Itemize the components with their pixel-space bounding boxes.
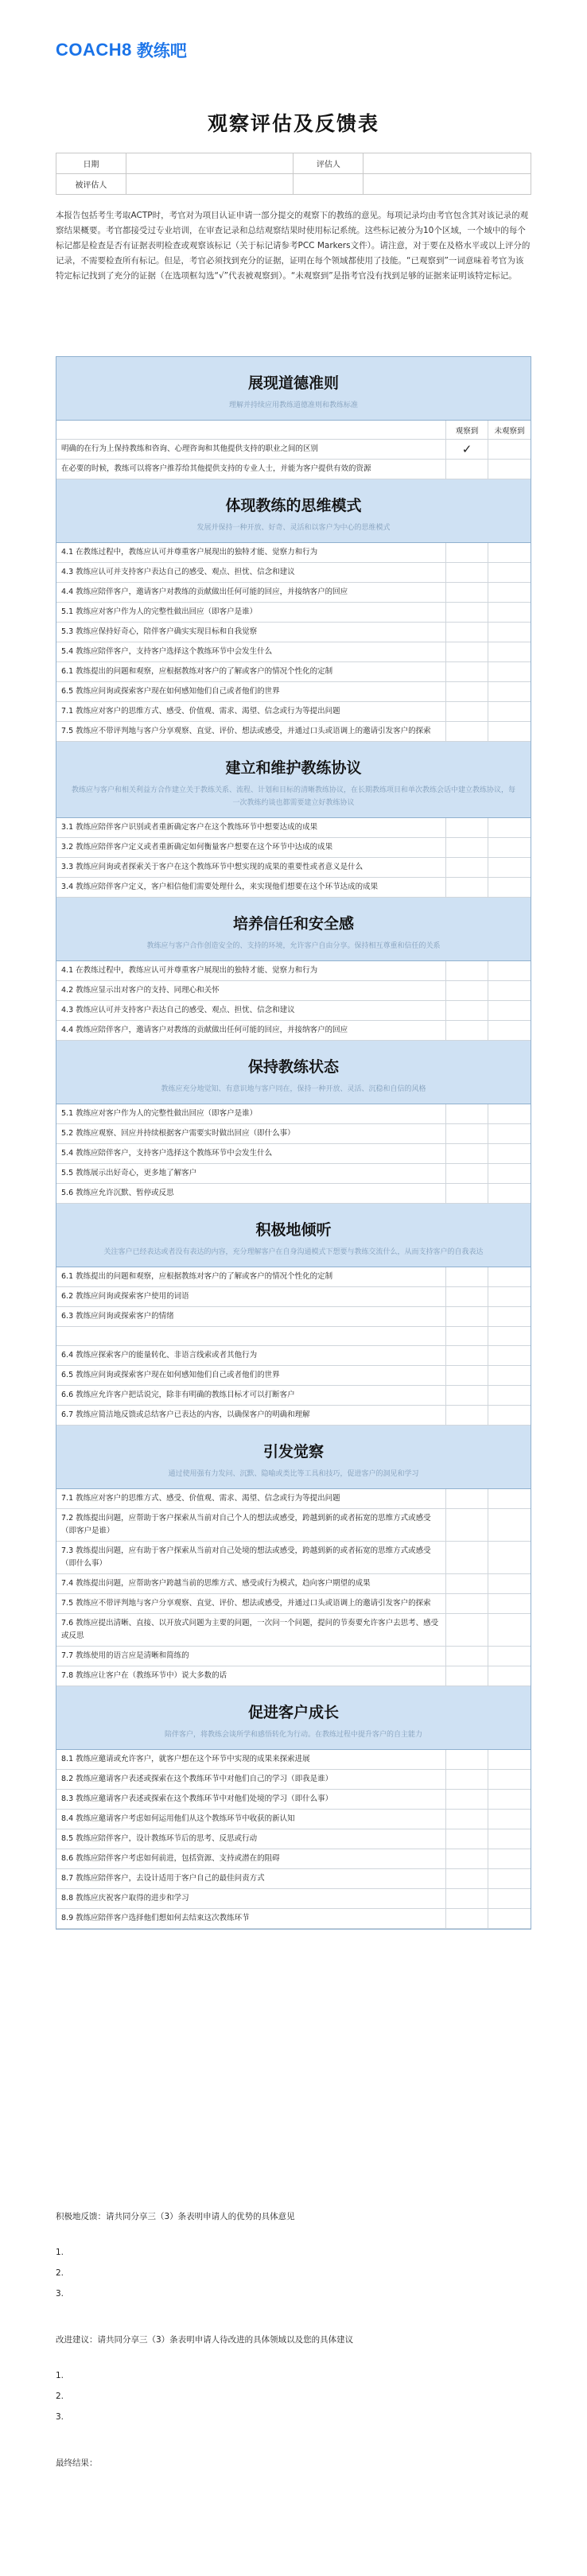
marker-row (56, 878, 531, 898)
marker-row (56, 1829, 531, 1849)
marker-row (56, 1406, 531, 1426)
section-header (56, 1686, 531, 1750)
logo-brand-cn-text: 教练吧 (136, 41, 187, 60)
not-observed-checkbox[interactable] (488, 1849, 531, 1868)
improvement-item-1[interactable]: 1. (56, 2371, 64, 2380)
not-observed-checkbox[interactable] (488, 1164, 531, 1183)
marker-text: 6.4 教练应探索客户的能量转化、非语言线索或者其他行为 (56, 1346, 446, 1365)
section-description: 通过使用强有力发问、沉默、隐喻或类比等工具和技巧，促进客户的洞见和学习 (168, 1470, 419, 1478)
not-observed-checkbox[interactable] (488, 1790, 531, 1809)
marker-text (56, 1327, 446, 1345)
marker-text: 7.5 教练应不带评判地与客户分享观察、直觉、评价、想法或感受，并通过口头或语调上的邀请引发客户的探索 (56, 1594, 446, 1613)
empty-label-cell (294, 174, 363, 195)
marker-text: 8.9 教练应陪伴客户选择他们想如何去结束这次教练环节 (56, 1909, 446, 1928)
not-observed-checkbox[interactable] (488, 1124, 531, 1143)
marker-row (56, 1327, 531, 1346)
observed-checkbox[interactable] (446, 1542, 488, 1573)
improvement-question: 改进建议：请共同分享三（3）条表明申请人待改进的具体领域以及您的具体建议 (56, 2335, 354, 2345)
marker-row (56, 1889, 531, 1909)
brand-logo (56, 38, 187, 62)
observed-checkbox[interactable] (446, 1001, 488, 1020)
marker-text: 8.8 教练应庆祝客户取得的进步和学习 (56, 1889, 446, 1908)
marker-text: 5.1 教练应对客户作为人的完整性做出回应（即客户是谁） (56, 603, 446, 622)
marker-row (56, 1346, 531, 1366)
marker-row (56, 818, 531, 838)
not-observed-checkbox[interactable] (488, 1614, 531, 1646)
not-observed-checkbox[interactable] (488, 1489, 531, 1508)
observed-checkbox[interactable] (446, 1614, 488, 1646)
not-observed-checkbox[interactable] (488, 1021, 531, 1040)
observed-checkbox[interactable] (446, 1849, 488, 1868)
marker-row (56, 1489, 531, 1509)
not-observed-checkbox[interactable] (488, 878, 531, 897)
marker-text: 6.1 教练提出的问题和观察，应根据教练对客户的了解或客户的情况个性化的定制 (56, 1267, 446, 1286)
marker-row (56, 1542, 531, 1574)
marker-text: 7.1 教练应对客户的思维方式、感受、价值观、需求、渴望、信念或行为等提出问题 (56, 1489, 446, 1508)
not-observed-checkbox[interactable] (488, 543, 531, 562)
not-observed-checkbox[interactable] (488, 1869, 531, 1888)
date-label: 日期 (56, 153, 126, 174)
section-description: 理解并持续应用教练道德准则和教练标准 (228, 402, 358, 409)
marker-text: 8.7 教练应陪伴客户，去设计适用于客户自己的最佳问责方式 (56, 1869, 446, 1888)
section-title: 引发觉察 (262, 1443, 324, 1461)
section-header (56, 742, 531, 818)
observed-checkbox[interactable] (446, 1346, 488, 1365)
not-observed-checkbox[interactable] (488, 1287, 531, 1306)
observed-checkbox[interactable] (446, 1124, 488, 1143)
marker-text: 6.2 教练应问询或探索客户使用的词语 (56, 1287, 446, 1306)
marker-text: 7.3 教练提出问题，应有助于客户探索从当前对自己处境的想法或感受，跨越到新的或者拓宽的思维方式或感受（即什么事） (56, 1542, 446, 1573)
improvement-item-2[interactable]: 2. (56, 2392, 64, 2401)
not-observed-checkbox[interactable] (488, 1184, 531, 1203)
observed-checkbox[interactable] (446, 838, 488, 857)
section-header (56, 1204, 531, 1267)
feedback-section (56, 2210, 531, 2494)
observed-checkbox[interactable] (446, 1770, 488, 1789)
marker-text: 8.4 教练应邀请客户考虑如何运用他们从这个教练环节中收获的新认知 (56, 1810, 446, 1829)
marker-row (56, 961, 531, 981)
not-observed-checkbox[interactable] (488, 858, 531, 877)
marker-row (56, 642, 531, 662)
section-header (56, 479, 531, 543)
marker-text: 5.3 教练应保持好奇心，陪伴客户确实实现目标和自我觉察 (56, 623, 446, 642)
marker-row (56, 1750, 531, 1770)
observed-checkbox[interactable] (446, 460, 488, 479)
improvement-item-3[interactable]: 3. (56, 2412, 64, 2422)
observed-checkbox[interactable] (446, 1869, 488, 1888)
marker-row (56, 440, 531, 460)
marker-text: 5.1 教练应对客户作为人的完整性做出回应（即客户是谁） (56, 1104, 446, 1123)
observed-checkbox[interactable] (446, 858, 488, 877)
not-observed-checkbox[interactable] (488, 1647, 531, 1666)
not-observed-checkbox[interactable] (488, 563, 531, 582)
marker-row (56, 1124, 531, 1144)
marker-text: 7.7 教练使用的语言应是清晰和简练的 (56, 1647, 446, 1666)
marker-row (56, 702, 531, 722)
observed-checkbox[interactable] (446, 1366, 488, 1385)
evaluated-label: 被评估人 (56, 174, 126, 195)
observed-checkbox[interactable] (446, 1909, 488, 1928)
not-observed-checkbox[interactable] (488, 838, 531, 857)
date-field[interactable] (126, 153, 294, 174)
not-observed-checkbox[interactable] (488, 623, 531, 642)
observed-checkbox[interactable] (446, 1594, 488, 1613)
not-observed-checkbox[interactable] (488, 961, 531, 980)
not-observed-checkbox[interactable] (488, 1327, 531, 1345)
column-not-observed-header: 未观察到 (494, 426, 525, 436)
observed-checkbox[interactable] (446, 981, 488, 1000)
marker-text: 5.2 教练应观察、回应并持续根据客户需要实时做出回应（即什么事） (56, 1124, 446, 1143)
column-observed-header: 观察到 (446, 421, 488, 439)
observed-checkbox[interactable] (446, 1647, 488, 1666)
marker-row (56, 1287, 531, 1307)
not-observed-checkbox[interactable] (488, 1594, 531, 1613)
not-observed-checkbox[interactable] (488, 1307, 531, 1326)
marker-text: 3.3 教练应问询或者探索关于客户在这个教练环节中想实现的成果的重要性或者意义是什么 (56, 858, 446, 877)
not-observed-checkbox[interactable] (488, 1406, 531, 1425)
marker-text: 6.6 教练应允许客户把话说完，除非有明确的教练目标才可以打断客户 (56, 1386, 446, 1405)
marker-row (56, 1104, 531, 1124)
marker-row (56, 623, 531, 642)
not-observed-checkbox[interactable] (488, 1267, 531, 1286)
not-observed-checkbox[interactable] (488, 1889, 531, 1908)
not-observed-checkbox[interactable] (488, 1770, 531, 1789)
not-observed-checkbox[interactable] (488, 1366, 531, 1385)
observed-checkbox[interactable] (446, 543, 488, 562)
positive-item-3[interactable]: 3. (56, 2289, 64, 2299)
not-observed-checkbox[interactable] (488, 1810, 531, 1829)
marker-text: 4.1 在教练过程中，教练应认可并尊重客户展现出的独特才能、觉察力和行为 (56, 543, 446, 562)
not-observed-checkbox[interactable] (488, 682, 531, 701)
observed-checkbox[interactable] (446, 623, 488, 642)
observed-checkbox[interactable] (446, 1666, 488, 1686)
marker-row (56, 1810, 531, 1829)
observed-checkbox[interactable] (446, 1144, 488, 1163)
observed-checkbox[interactable] (446, 1406, 488, 1425)
column-header-row (56, 421, 531, 440)
positive-item-2[interactable]: 2. (56, 2268, 64, 2278)
observed-checkbox[interactable] (446, 1327, 488, 1345)
marker-text: 8.5 教练应陪伴客户，设计教练环节后的思考、反思或行动 (56, 1829, 446, 1849)
not-observed-checkbox[interactable] (488, 818, 531, 837)
not-observed-checkbox[interactable] (488, 1666, 531, 1686)
not-observed-checkbox[interactable] (488, 583, 531, 602)
observed-checkbox[interactable] (446, 1307, 488, 1326)
marker-row (56, 1184, 531, 1204)
marker-row (56, 1909, 531, 1929)
marker-text: 6.3 教练应问询或探索客户的情绪 (56, 1307, 446, 1326)
marker-text: 7.1 教练应对客户的思维方式、感受、价值观、需求、渴望、信念或行为等提出问题 (56, 702, 446, 721)
marker-row (56, 981, 531, 1001)
marker-row (56, 858, 531, 878)
section-title: 积极地倾听 (255, 1221, 332, 1239)
marker-text: 5.5 教练展示出好奇心，更多地了解客户 (56, 1164, 446, 1183)
marker-text: 4.1 在教练过程中，教练应认可并尊重客户展现出的独特才能、觉察力和行为 (56, 961, 446, 980)
marker-row (56, 1144, 531, 1164)
rubric-table (56, 356, 531, 1930)
marker-row (56, 1574, 531, 1594)
marker-row (56, 1790, 531, 1810)
marker-row (56, 682, 531, 702)
not-observed-checkbox[interactable] (488, 642, 531, 661)
section-description: 教练应与客户和相关利益方合作建立关于教练关系、流程、计划和目标的清晰教练协议，在长期教练项目和单次教练会话中建立教练协议，每一次教练约谈也都需要建立好教练协议 (71, 786, 515, 807)
section-description: 陪伴客户，将教练会谈所学和感悟转化为行动。在教练过程中提升客户的自主能力 (164, 1731, 422, 1739)
marker-row (56, 1366, 531, 1386)
marker-text: 4.3 教练应认可并支持客户表达自己的感受、观点、担忧、信念和建议 (56, 1001, 446, 1020)
marker-row (56, 1267, 531, 1287)
observed-checkbox[interactable] (446, 563, 488, 582)
marker-text: 8.3 教练应邀请客户表述或探索在这个教练环节中对他们处境的学习（即什么事） (56, 1790, 446, 1809)
observed-checkbox[interactable] (446, 1810, 488, 1829)
not-observed-checkbox[interactable] (488, 662, 531, 681)
marker-text: 7.5 教练应不带评判地与客户分享观察、直觉、评价、想法或感受，并通过口头或语调上的邀请引发客户的探索 (56, 722, 446, 741)
marker-text: 4.4 教练应陪伴客户，邀请客户对教练的贡献做出任何可能的回应，并接纳客户的回应 (56, 1021, 446, 1040)
evaluator-label: 评估人 (294, 153, 363, 174)
marker-text: 7.6 教练应提出清晰、直接、以开放式问题为主要的问题，一次问一个问题，提问的节奏要允许客户去思考、感受或反思 (56, 1614, 446, 1646)
marker-row (56, 1647, 531, 1666)
info-table (56, 153, 531, 195)
not-observed-checkbox[interactable] (488, 1509, 531, 1541)
marker-text: 6.7 教练应简洁地反馈或总结客户已表达的内容，以确保客户的明确和理解 (56, 1406, 446, 1425)
marker-row (56, 1021, 531, 1041)
section-title: 体现教练的思维模式 (225, 497, 362, 514)
section-header (56, 898, 531, 961)
marker-row (56, 838, 531, 858)
marker-text: 3.1 教练应陪伴客户识别或者重新确定客户在这个教练环节中想要达成的成果 (56, 818, 446, 837)
marker-row (56, 583, 531, 603)
section-description: 关注客户已经表达或者没有表达的内容，充分理解客户在自身沟通模式下想要与教练交流什么，从而支持客户的自我表达 (103, 1248, 484, 1256)
section-title: 培养信任和安全感 (232, 915, 354, 933)
observed-checkbox[interactable] (446, 1489, 488, 1508)
observed-checkbox[interactable] (446, 1790, 488, 1809)
observed-checkbox[interactable] (446, 722, 488, 741)
not-observed-checkbox[interactable] (488, 1829, 531, 1849)
section-title: 促进客户成长 (247, 1704, 339, 1721)
observed-checkbox[interactable] (446, 1574, 488, 1593)
marker-text: 5.6 教练应允许沉默、暂停或反思 (56, 1184, 446, 1203)
not-observed-checkbox[interactable] (488, 1574, 531, 1593)
section-header (56, 1041, 531, 1104)
marker-row (56, 1001, 531, 1021)
column-header-blank (56, 421, 446, 439)
positive-item-1[interactable]: 1. (56, 2248, 64, 2257)
observed-checkbox[interactable] (446, 1104, 488, 1123)
evaluator-field[interactable] (363, 153, 531, 174)
marker-text: 5.4 教练应陪伴客户，支持客户选择这个教练环节中会发生什么 (56, 1144, 446, 1163)
marker-text: 明确的在行为上保持教练和咨询、心理咨询和其他提供支持的职业之间的区别 (56, 440, 446, 459)
not-observed-checkbox[interactable] (488, 440, 531, 459)
marker-row (56, 1386, 531, 1406)
not-observed-checkbox[interactable] (488, 1909, 531, 1928)
observed-checkbox[interactable]: ✓ (446, 440, 488, 459)
marker-text: 7.8 教练应让客户在（教练环节中）说大多数的话 (56, 1666, 446, 1686)
marker-text: 4.2 教练应显示出对客户的支持、同理心和关怀 (56, 981, 446, 1000)
section-header (56, 357, 531, 421)
marker-text: 7.2 教练提出问题，应帮助于客户探索从当前对自己个人的想法或感受，跨越到新的或者拓宽的思维方式或感受（即客户是谁） (56, 1509, 446, 1541)
observed-checkbox[interactable] (446, 682, 488, 701)
marker-text: 6.5 教练应问询或探索客户现在如何感知他们自己或者他们的世界 (56, 1366, 446, 1385)
not-observed-checkbox[interactable] (488, 1144, 531, 1163)
not-observed-checkbox[interactable] (488, 1104, 531, 1123)
observed-checkbox[interactable] (446, 642, 488, 661)
marker-text: 6.5 教练应问询或探索客户现在如何感知他们自己或者他们的世界 (56, 682, 446, 701)
observed-checkbox[interactable] (446, 878, 488, 897)
section-title: 建立和维护教练协议 (225, 759, 362, 777)
empty-value-cell (363, 174, 531, 195)
section-title: 展现道德准则 (247, 374, 339, 392)
marker-text: 8.6 教练应陪伴客户考虑如何前进，包括资源、支持或潜在的阻碍 (56, 1849, 446, 1868)
observed-checkbox[interactable] (446, 1750, 488, 1769)
not-observed-checkbox[interactable] (488, 981, 531, 1000)
marker-row (56, 543, 531, 563)
logo-brand-text: COACH8 (56, 40, 132, 60)
observed-checkbox[interactable] (446, 1386, 488, 1405)
marker-row (56, 722, 531, 742)
marker-row (56, 1307, 531, 1327)
marker-row (56, 1869, 531, 1889)
not-observed-checkbox[interactable] (488, 1386, 531, 1405)
marker-text: 在必要的时候，教练可以将客户推荐给其他提供支持的专业人士，并能为客户提供有效的资源 (56, 460, 446, 479)
marker-row (56, 1614, 531, 1647)
marker-text: 5.4 教练应陪伴客户，支持客户选择这个教练环节中会发生什么 (56, 642, 446, 661)
marker-row (56, 662, 531, 682)
marker-row (56, 1164, 531, 1184)
not-observed-checkbox[interactable] (488, 1750, 531, 1769)
positive-feedback-question: 积极地反馈：请共同分享三（3）条表明申请人的优势的具体意见 (56, 2212, 295, 2221)
final-result-label: 最终结果： (56, 2458, 98, 2468)
marker-text: 3.2 教练应陪伴客户定义或者重新确定如何衡量客户想要在这个环节中达成的成果 (56, 838, 446, 857)
marker-row (56, 460, 531, 479)
section-header (56, 1426, 531, 1489)
not-observed-checkbox[interactable] (488, 460, 531, 479)
not-observed-checkbox[interactable] (488, 702, 531, 721)
page-title: 观察评估及反馈表 (207, 112, 379, 135)
marker-text: 6.1 教练提出的问题和观察，应根据教练对客户的了解或客户的情况个性化的定制 (56, 662, 446, 681)
marker-row (56, 1509, 531, 1542)
marker-row (56, 1666, 531, 1686)
marker-row (56, 1770, 531, 1790)
section-description: 教练应充分地觉知、有意识地与客户同在，保持一种开放、灵活、沉稳和自信的风格 (161, 1085, 426, 1093)
not-observed-checkbox[interactable] (488, 722, 531, 741)
observed-checkbox[interactable] (446, 583, 488, 602)
marker-text: 7.4 教练提出问题，应帮助客户跨越当前的思维方式、感受或行为模式，趋向客户期望的成果 (56, 1574, 446, 1593)
not-observed-checkbox[interactable] (488, 1346, 531, 1365)
not-observed-checkbox[interactable] (488, 1001, 531, 1020)
marker-text: 3.4 教练应陪伴客户定义，客户相信他们需要处理什么，来实现他们想要在这个环节达成的成果 (56, 878, 446, 897)
intro-paragraph: 本报告包括考生考取ACTP时，考官对为项目认证申请一部分提交的观察下的教练的意见。每项记录均由考官包含其对该记录的观察结果概要。考官都接受过专业培训，在审查记录和总结观察结果时使用标记系统。这些标记被分为10个区域，一个域中的每个标记都是检查是否有证据表明检查或观察该标记（关于标记请参考PCC Markers文件）。请注意，对于要在及格水平或以上评分的记录，不需要检查所有标记。但是，考官必须找到充分的证据，证明在每个领域都使用了技能。“已观察到”一词意味着考官为该特定标记找到了充分的证据（在选项框勾选“√”代表被观察到）。“未观察到”是指考官没有找到足够的证据来证明该特定标记。 (56, 211, 531, 281)
marker-row (56, 1594, 531, 1614)
observed-checkbox[interactable] (446, 702, 488, 721)
observed-checkbox[interactable] (446, 818, 488, 837)
marker-row (56, 563, 531, 583)
marker-row (56, 603, 531, 623)
marker-text: 8.1 教练应邀请或允许客户，就客户想在这个环节中实现的成果来探索进展 (56, 1750, 446, 1769)
marker-text: 4.3 教练应认可并支持客户表达自己的感受、观点、担忧、信念和建议 (56, 563, 446, 582)
observed-checkbox[interactable] (446, 1509, 488, 1541)
observed-checkbox[interactable] (446, 1021, 488, 1040)
evaluated-field[interactable] (126, 174, 294, 195)
observed-checkbox[interactable] (446, 1889, 488, 1908)
observed-checkbox[interactable] (446, 1267, 488, 1286)
marker-row (56, 1849, 531, 1869)
not-observed-checkbox[interactable] (488, 1542, 531, 1573)
not-observed-checkbox[interactable] (488, 603, 531, 622)
observed-checkbox[interactable] (446, 1829, 488, 1849)
observed-checkbox[interactable] (446, 1287, 488, 1306)
marker-text: 4.4 教练应陪伴客户，邀请客户对教练的贡献做出任何可能的回应，并接纳客户的回应 (56, 583, 446, 602)
observed-checkbox[interactable] (446, 603, 488, 622)
section-title: 保持教练状态 (247, 1058, 339, 1076)
section-description: 发展并保持一种开放、好奇、灵活和以客户为中心的思维模式 (196, 524, 391, 532)
observed-checkbox[interactable] (446, 1164, 488, 1183)
observed-checkbox[interactable] (446, 961, 488, 980)
observed-checkbox[interactable] (446, 662, 488, 681)
observed-checkbox[interactable] (446, 1184, 488, 1203)
section-description: 教练应与客户合作创造安全的、支持的环境，允许客户自由分享。保持相互尊重和信任的关系 (146, 942, 441, 950)
marker-text: 8.2 教练应邀请客户表述或探索在这个教练环节中对他们自己的学习（即我是谁） (56, 1770, 446, 1789)
